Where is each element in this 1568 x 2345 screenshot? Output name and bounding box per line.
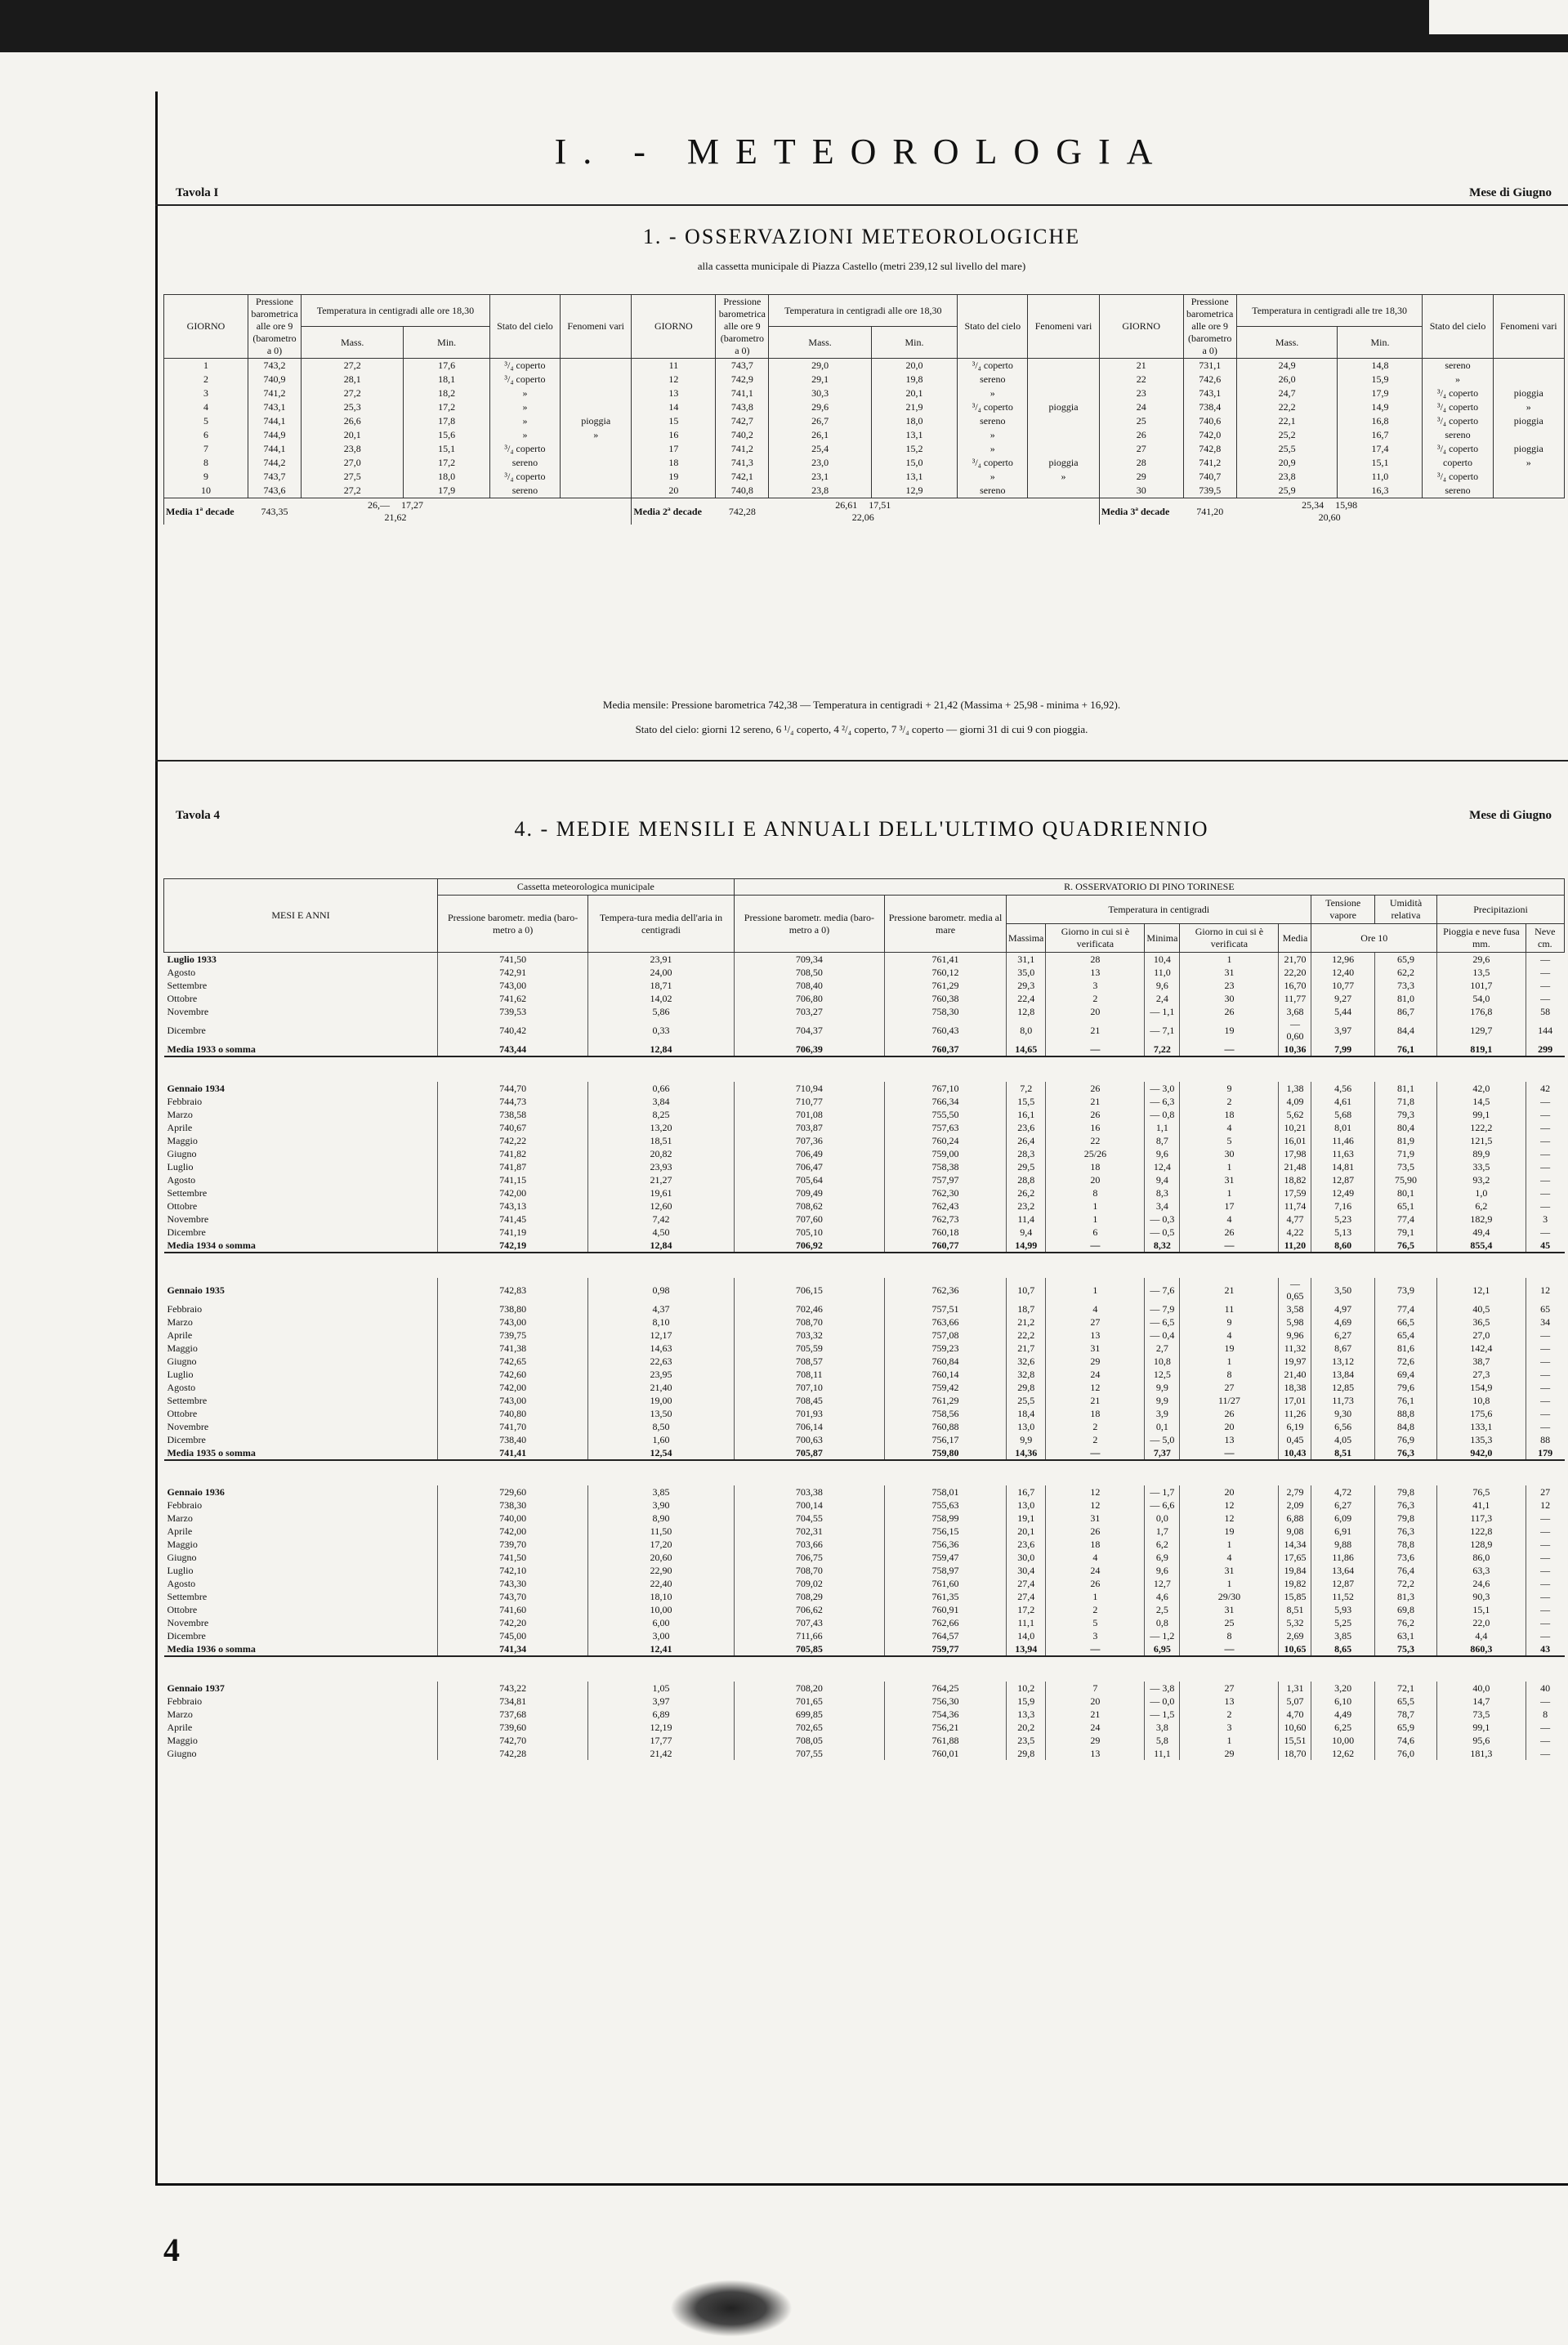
- table-row: Dicembre 738,40 1,60 700,63 756,17 9,9 2 — 5,0 13 0,45 4,05 76,9 135,3 88: [164, 1433, 1565, 1446]
- table-row: Dicembre 740,42 0,33 704,37 760,43 8,0 21 — 7,1 19 — 0,60 3,97 84,4 129,7 144: [164, 1018, 1565, 1043]
- table-row: Maggio 741,38 14,63 705,59 759,23 21,7 31 2,7 19 11,32 8,67 81,6 142,4 —: [164, 1342, 1565, 1355]
- table-row: Febbraio 744,73 3,84 710,77 766,34 15,5 21 — 6,3 2 4,09 4,61 71,8 14,5 —: [164, 1095, 1565, 1108]
- table-row: Febbraio 734,81 3,97 701,65 756,30 15,9 20 — 0,0 13 5,07 6,10 65,5 14,7 —: [164, 1695, 1565, 1708]
- monthly-averages-table: MESI E ANNI Cassetta meteorologica municipale R. OSSERVATORIO DI PINO TORINESE Pressione barometr. media (baro-metro a 0) Tempera-tura media dell'aria in centigradi Pressione barometr. media (baro-metro a 0) Pressione barometr. media al mare Temperatura in centigradi Tensione vapore Umidità relativa Precipitazioni Massima Giorno in cui si è verificata Minima Giorno in cui si è verificata Media Ore 10 Pioggia e neve fusa mm. Neve cm. Luglio 1933 741,50 23,91 709,34 761,41 31,1 28 10,4 1 21,70 12,96 65,9 29,6 — Agosto 742,91 24,00 708,50 760,12 35,0 13 11,0 31 22,20 12,40 62,2 13,5 — Settembre 743,00 18,71 708,40 761,29 29,3 3 9,6 23 16,70 10,77 73,3 101,7 — Ottobre 741,62 14,02 706,80 760,38 22,4 2 2,4 30 11,77 9,27 81,0 54,0 — Novembre 739,53 5,86 703,27 758,30 12,8 20 — 1,1 26 3,68 5,44 86,7 176,8 58 Dicembre 740,42 0,33 704,37 760,43 8,0 21 — 7,1 19 — 0,60 3,97 84,4 129,7 144 Media 1933 o somma 743,44 12,84 706,39 760,37 14,65 — 7,22 — 10,36 7,99 76,1 819,1 299 Gennaio 1934 744,70 0,66 710,94 767,10 7,2 26 — 3,0 9 1,38 4,56 81,1 42,0 42 Febbraio 744,73 3,84 710,77 766,34 15,5 21 — 6,3 2 4,09 4,61 71,8 14,5 — Marzo 738,58 8,25 701,08 755,50 16,1 26 — 0,8 18 5,62 5,68 79,3 99,1 — Aprile 740,67 13,20 703,87 757,63 23,6 16 1,1 4 10,21 8,01 80,4 122,2 — Maggio 742,22 18,51 707,36 760,24 26,4 22 8,7 5 16,01 11,46 81,9 121,5 — Giugno 741,82 20,82 706,49 759,00 28,3 25/26 9,6 30 17,98 11,63 71,9 89,9 — Luglio 741,87 23,93 706,47 758,38 29,5 18 12,4 1 21,48 14,81 73,5 33,5 — Agosto 741,15 21,27 705,64 757,97 28,8 20 9,4 31 18,82 12,87 75,90 93,2 — Settembre 742,00 19,61 709,49 762,30 26,2 8 8,3 1 17,59 12,49 80,1 1,0 — Ottobre 743,13 12,60 708,62 762,43 23,2 1 3,4 17 11,74 7,16 65,1 6,2 — Novembre 741,45 7,42 707,60 762,73 11,4 1 — 0,3 4 4,77 5,23 77,4 182,9 3 Dicembre 741,19 4,50 705,10 760,18 9,4 6 — 0,5 26 4,22 5,13 79,1 49,4 — Media 1934 o somma 742,19 12,84 706,92 760,77 14,99 — 8,32 — 11,20 8,60 76,5 855,4 45 Gennaio 1935 742,83 0,98 706,15 762,36 10,7 1 — 7,6 21 — 0,65 3,50 73,9 12,1 12 Febbraio 738,80 4,37 702,46 757,51 18,7 4 — 7,9 11 3,58 4,97 77,4 40,5 65 Marzo 743,00 8,10 708,70 763,66 21,2 27 — 6,5 9 5,98 4,69 66,5 36,5 34 Aprile 739,75 12,17 703,32 757,08 22,2 13 — 0,4 4 9,96 6,27 65,4 27,0 — Maggio 741,38 14,63 705,59 759,23 21,7 31 2,7 19 11,32 8,67 81,6 142,4 — Giugno 742,65 22,63 708,57 760,84 32,6 29 10,8 1 19,97 13,12 72,6 38,7 — Luglio 742,60 23,95 708,11 760,14 32,8 24 12,5 8 21,40 13,84 69,4 27,3 — Agosto 742,00 21,40 707,10 759,42 29,8 12 9,9 27 18,38 12,85 79,6 154,9 — Settembre 743,00 19,00 708,45 761,29 25,5 21 9,9 11/27 17,01 11,73 76,1 10,8 — Ottobre 740,80 13,50 701,93 758,56 18,4 18 3,9 26 11,26 9,30 88,8 175,6 — Novembre 741,70 8,50 706,14 760,88 13,0 2 0,1 20 6,19 6,56 84,8 133,1 — Dicembre 738,40 1,60 700,63 756,17 9,9 2 — 5,0 13 0,45 4,05 76,9 135,3 88 Media 1935 o somma 741,41 12,54 705,87 759,80 14,36 — 7,37 — 10,43 8,51 76,3 942,0 179 Gennaio 1936 729,60 3,85 703,38 758,01 16,7 12 — 1,7 20 2,79 4,72 79,8 76,5 27 Febbraio 738,30 3,90 700,14 755,63 13,0 12 — 6,6 12 2,09 6,27 76,3 41,1 12 Marzo 740,00 8,90 704,55 758,99 19,1 31 0,0 12 6,88 6,09 79,8 117,3 — Aprile 742,00 11,50 702,31 756,15 20,1 26 1,7 19 9,08 6,91 76,3 122,8 — Maggio 739,70 17,20 703,66 756,36 23,6 18 6,2 1 14,34 9,88 78,8 128,9 — Giugno 741,50 20,60 706,75 759,47 30,0 4 6,9 4 17,65 11,86 73,6 86,0 — Luglio 742,10 22,90 708,70 758,97 30,4 24 9,6 31 19,84 13,64 76,4 63,3 — Agosto 743,30 22,40 709,02 761,60 27,4 26 12,7 1 19,82 12,87 72,2 24,6 — Settembre 743,70 18,10 708,29 761,35 27,4 1 4,6 29/30 15,85 11,52 81,3 90,3 — Ottobre 741,60 10,00 706,62 760,91 17,2 2 2,5 31 8,51 5,93 69,8 15,1 — Novembre 742,20 6,00 707,43 762,66 11,1 5 0,8 25 5,32 5,25 76,2 22,0 — Dicembre 745,00 3,00 711,66 764,57 14,0 3 — 1,2 8 2,69 3,85 63,1 4,4 — Media 1936 o somma 741,34 12,41 705,85 759,77 13,94 — 6,95 — 10,65 8,65 75,3 860,3 43 Gennaio 1937 743,22 1,05 708,20 764,25 10,2 7 — 3,8 27 1,31 3,20 72,1 40,0 40 Febbraio 734,81 3,97 701,65 756,30 15,9 20 — 0,0 13 5,07 6,10 65,5 14,7 — Marzo 737,68 6,89 699,85 754,36 13,3 21 — 1,5 2 4,70 4,49 78,7 73,5 8 Aprile 739,60 12,19 702,65 756,21 20,2 24 3,8 3 10,60 6,25 65,9 99,1 — Maggio 742,70 17,77 708,05 761,88 23,5 29 5,8 1 15,51 10,00 74,6 95,6 — Giugno 742,28 21,42 707,55 760,01 29,8 13 11,1 29 18,70 12,62 76,0 181,3 —: [163, 878, 1565, 1760]
- table-row: Media 1935 o somma 741,41 12,54 705,87 759,80 14,36 — 7,37 — 10,43 8,51 76,3 942,0 179: [164, 1446, 1565, 1460]
- page-number: 4: [163, 2231, 180, 2268]
- table-row: Febbraio 738,30 3,90 700,14 755,63 13,0 12 — 6,6 12 2,09 6,27 76,3 41,1 12: [164, 1499, 1565, 1512]
- table-row: Aprile 739,60 12,19 702,65 756,21 20,2 24 3,8 3 10,60 6,25 65,9 99,1 —: [164, 1721, 1565, 1734]
- table-row: Novembre 739,53 5,86 703,27 758,30 12,8 20 — 1,1 26 3,68 5,44 86,7 176,8 58: [164, 1005, 1565, 1018]
- media-row: Media 1ª decade 743,35 26,— 17,27 21,62 Media 2ª decade 742,28 26,61 17,51 22,06 Media 3ª decade 741,20 25,34 15,98 20,60: [164, 498, 1565, 525]
- obs-row: 1 743,2 27,2 17,6 ³/₄ coperto 11 743,7 29,0 20,0 ³/₄ coperto 21 731,1 24,9 14,8 sereno: [164, 359, 1565, 373]
- table-row: Gennaio 1937 743,22 1,05 708,20 764,25 10,2 7 — 3,8 27 1,31 3,20 72,1 40,0 40: [164, 1682, 1565, 1695]
- table-row: Novembre 741,70 8,50 706,14 760,88 13,0 2 0,1 20 6,19 6,56 84,8 133,1 —: [164, 1420, 1565, 1433]
- scan-top-bar: [0, 0, 1568, 52]
- monthly-summary-2: Stato del cielo: giorni 12 sereno, 6 ¹/₄ coperto, 4 ²/₄ coperto, 7 ³/₄ coperto — giorni 31 di cui 9 con pioggia.: [635, 723, 1088, 735]
- table-row: Febbraio 738,80 4,37 702,46 757,51 18,7 4 — 7,9 11 3,58 4,97 77,4 40,5 65: [164, 1302, 1565, 1315]
- table-row: Gennaio 1934 744,70 0,66 710,94 767,10 7,2 26 — 3,0 9 1,38 4,56 81,1 42,0 42: [164, 1082, 1565, 1095]
- table-row: Agosto 741,15 21,27 705,64 757,97 28,8 20 9,4 31 18,82 12,87 75,90 93,2 —: [164, 1173, 1565, 1186]
- tavola-label: Tavola I: [176, 186, 219, 199]
- table-row: Aprile 742,00 11,50 702,31 756,15 20,1 26 1,7 19 9,08 6,91 76,3 122,8 —: [164, 1525, 1565, 1538]
- table-row: Marzo 738,58 8,25 701,08 755,50 16,1 26 — 0,8 18 5,62 5,68 79,3 99,1 —: [164, 1108, 1565, 1121]
- table-row: Media 1934 o somma 742,19 12,84 706,92 760,77 14,99 — 8,32 — 11,20 8,60 76,5 855,4 45: [164, 1239, 1565, 1253]
- table-row: Marzo 737,68 6,89 699,85 754,36 13,3 21 — 1,5 2 4,70 4,49 78,7 73,5 8: [164, 1708, 1565, 1721]
- section-note-1: alla cassetta municipale di Piazza Castello (metri 239,12 sul livello del mare): [697, 260, 1026, 272]
- observations-table: GIORNO Pressione barometrica alle ore 9 (barometro a 0) Temperatura in centigradi alle ore 18,30 Stato del cielo Fenomeni vari GIORNO Pressione barometrica alle ore 9 (barometro a 0) Temperatura in centigradi alle ore 18,30 Stato del cielo Fenomeni vari GIORNO Pressione barometrica alle ore 9 (barometro a 0) Temperatura in centigradi alle tre 18,30 Stato del cielo Fenomeni vari Mass. Min. Mass. Min. Mass. Min. 1 743,2 27,2 17,6 ³/₄ coperto 11 743,7 29,0 20,0 ³/₄ coperto 21 731,1 24,9 14,8 sereno 2 740,9 28,1 18,1 ³/₄ coperto 12 742,9 29,1 19,8 sereno 22 742,6 26,0 15,9 » 3 741,2 27,2 18,2 » 13 741,1 30,3 20,1 » 23 743,1 24,7 17,9 ³/₄ coperto pioggia 4 743,1 25,3 17,2 » 14 743,8 29,6 21,9 ³/₄ coperto pioggia 24 738,4 22,2 14,9 ³/₄ coperto » 5 744,1 26,6 17,8 » pioggia 15 742,7 26,7 18,0 sereno 25 740,6 22,1 16,8 ³/₄ coperto pioggia 6 744,9 20,1 15,6 » » 16 740,2 26,1 13,1 » 26 742,0 25,2 16,7 sereno 7 744,1 23,8 15,1 ³/₄ coperto 17 741,2 25,4 15,2 » 27 742,8 25,5 17,4 ³/₄ coperto pioggia 8 744,2 27,0 17,2 sereno 18 741,3 23,0 15,0 ³/₄ coperto pioggia 28 741,2 20,9 15,1 coperto » 9 743,7 27,5 18,0 ³/₄ coperto 19 742,1 23,1 13,1 » » 29 740,7 23,8 11,0 ³/₄ coperto 10 743,6 27,2 17,9 sereno 20 740,8 23,8 12,9 sereno 30 739,5 25,9 16,3 sereno Media 1ª decade 743,35 26,— 17,27 21,62 Media 2ª decade 742,28 26,61 17,51 22,06 Media 3ª decade 741,20 25,34 15,98 20,60: [163, 294, 1565, 525]
- table-row: Luglio 742,60 23,95 708,11 760,14 32,8 24 12,5 8 21,40 13,84 69,4 27,3 —: [164, 1368, 1565, 1381]
- obs-row: 9 743,7 27,5 18,0 ³/₄ coperto 19 742,1 23,1 13,1 » » 29 740,7 23,8 11,0 ³/₄ coperto: [164, 470, 1565, 484]
- table-row: Luglio 741,87 23,93 706,47 758,38 29,5 18 12,4 1 21,48 14,81 73,5 33,5 —: [164, 1160, 1565, 1173]
- table-row: Settembre 742,00 19,61 709,49 762,30 26,2 8 8,3 1 17,59 12,49 80,1 1,0 —: [164, 1186, 1565, 1199]
- table-row: Ottobre 741,60 10,00 706,62 760,91 17,2 2 2,5 31 8,51 5,93 69,8 15,1 —: [164, 1603, 1565, 1616]
- table-row: Gennaio 1935 742,83 0,98 706,15 762,36 10,7 1 — 7,6 21 — 0,65 3,50 73,9 12,1 12: [164, 1278, 1565, 1302]
- obs-row: 6 744,9 20,1 15,6 » » 16 740,2 26,1 13,1 » 26 742,0 25,2 16,7 sereno: [164, 428, 1565, 442]
- table-row: Marzo 740,00 8,90 704,55 758,99 19,1 31 0,0 12 6,88 6,09 79,8 117,3 —: [164, 1512, 1565, 1525]
- month4-label: Mese di Giugno: [1469, 809, 1552, 822]
- obs-row: 3 741,2 27,2 18,2 » 13 741,1 30,3 20,1 » 23 743,1 24,7 17,9 ³/₄ coperto pioggia: [164, 386, 1565, 400]
- table-row: Maggio 742,70 17,77 708,05 761,88 23,5 29 5,8 1 15,51 10,00 74,6 95,6 —: [164, 1734, 1565, 1747]
- page-title: I. - METEOROLOGIA: [554, 132, 1169, 172]
- section-title-4: 4. - MEDIE MENSILI E ANNUALI DELL'ULTIMO QUADRIENNIO: [514, 817, 1209, 841]
- table-row: Ottobre 740,80 13,50 701,93 758,56 18,4 18 3,9 26 11,26 9,30 88,8 175,6 —: [164, 1407, 1565, 1420]
- table-row: Dicembre 741,19 4,50 705,10 760,18 9,4 6 — 0,5 26 4,22 5,13 79,1 49,4 —: [164, 1226, 1565, 1239]
- table-row: Luglio 1933 741,50 23,91 709,34 761,41 31,1 28 10,4 1 21,70 12,96 65,9 29,6 —: [164, 953, 1565, 967]
- table-row: Ottobre 743,13 12,60 708,62 762,43 23,2 1 3,4 17 11,74 7,16 65,1 6,2 —: [164, 1199, 1565, 1213]
- table-row: Novembre 741,45 7,42 707,60 762,73 11,4 1 — 0,3 4 4,77 5,23 77,4 182,9 3: [164, 1213, 1565, 1226]
- table-row: Ottobre 741,62 14,02 706,80 760,38 22,4 2 2,4 30 11,77 9,27 81,0 54,0 —: [164, 992, 1565, 1005]
- table-row: Marzo 743,00 8,10 708,70 763,66 21,2 27 — 6,5 9 5,98 4,69 66,5 36,5 34: [164, 1315, 1565, 1329]
- month-label: Mese di Giugno: [1469, 186, 1552, 199]
- table-row: Giugno 741,82 20,82 706,49 759,00 28,3 25/26 9,6 30 17,98 11,63 71,9 89,9 —: [164, 1147, 1565, 1160]
- table-row: Maggio 742,22 18,51 707,36 760,24 26,4 22 8,7 5 16,01 11,46 81,9 121,5 —: [164, 1134, 1565, 1147]
- monthly-summary-1: Media mensile: Pressione barometrica 742,38 — Temperatura in centigradi + 21,42 (Massima + 25,98 - minima + 16,92).: [602, 699, 1121, 711]
- section-title-1: 1. - OSSERVAZIONI METEOROLOGICHE: [642, 225, 1081, 248]
- table-row: Dicembre 745,00 3,00 711,66 764,57 14,0 3 — 1,2 8 2,69 3,85 63,1 4,4 —: [164, 1629, 1565, 1642]
- table-row: Luglio 742,10 22,90 708,70 758,97 30,4 24 9,6 31 19,84 13,64 76,4 63,3 —: [164, 1564, 1565, 1577]
- table-row: Settembre 743,00 18,71 708,40 761,29 29,3 3 9,6 23 16,70 10,77 73,3 101,7 —: [164, 979, 1565, 992]
- table-row: Novembre 742,20 6,00 707,43 762,66 11,1 5 0,8 25 5,32 5,25 76,2 22,0 —: [164, 1616, 1565, 1629]
- obs-row: 5 744,1 26,6 17,8 » pioggia 15 742,7 26,7 18,0 sereno 25 740,6 22,1 16,8 ³/₄ coperto pioggia: [164, 414, 1565, 428]
- table-row: Settembre 743,00 19,00 708,45 761,29 25,5 21 9,9 11/27 17,01 11,73 76,1 10,8 —: [164, 1394, 1565, 1407]
- table-row: Media 1936 o somma 741,34 12,41 705,85 759,77 13,94 — 6,95 — 10,65 8,65 75,3 860,3 43: [164, 1642, 1565, 1656]
- table-row: Settembre 743,70 18,10 708,29 761,35 27,4 1 4,6 29/30 15,85 11,52 81,3 90,3 —: [164, 1590, 1565, 1603]
- table-row: Gennaio 1936 729,60 3,85 703,38 758,01 16,7 12 — 1,7 20 2,79 4,72 79,8 76,5 27: [164, 1485, 1565, 1499]
- obs-row: 10 743,6 27,2 17,9 sereno 20 740,8 23,8 12,9 sereno 30 739,5 25,9 16,3 sereno: [164, 484, 1565, 498]
- obs-row: 8 744,2 27,0 17,2 sereno 18 741,3 23,0 15,0 ³/₄ coperto pioggia 28 741,2 20,9 15,1 coperto »: [164, 456, 1565, 470]
- tavola4-label: Tavola 4: [176, 809, 221, 822]
- table-row: Giugno 741,50 20,60 706,75 759,47 30,0 4 6,9 4 17,65 11,86 73,6 86,0 —: [164, 1551, 1565, 1564]
- obs-row: 4 743,1 25,3 17,2 » 14 743,8 29,6 21,9 ³/₄ coperto pioggia 24 738,4 22,2 14,9 ³/₄ coperto »: [164, 400, 1565, 414]
- obs-row: 2 740,9 28,1 18,1 ³/₄ coperto 12 742,9 29,1 19,8 sereno 22 742,6 26,0 15,9 »: [164, 373, 1565, 386]
- obs-row: 7 744,1 23,8 15,1 ³/₄ coperto 17 741,2 25,4 15,2 » 27 742,8 25,5 17,4 ³/₄ coperto pioggia: [164, 442, 1565, 456]
- table-row: Agosto 743,30 22,40 709,02 761,60 27,4 26 12,7 1 19,82 12,87 72,2 24,6 —: [164, 1577, 1565, 1590]
- table-row: Agosto 742,00 21,40 707,10 759,42 29,8 12 9,9 27 18,38 12,85 79,6 154,9 —: [164, 1381, 1565, 1394]
- table-row: Maggio 739,70 17,20 703,66 756,36 23,6 18 6,2 1 14,34 9,88 78,8 128,9 —: [164, 1538, 1565, 1551]
- table-row: Agosto 742,91 24,00 708,50 760,12 35,0 13 11,0 31 22,20 12,40 62,2 13,5 —: [164, 966, 1565, 979]
- table-row: Aprile 740,67 13,20 703,87 757,63 23,6 16 1,1 4 10,21 8,01 80,4 122,2 —: [164, 1121, 1565, 1134]
- table-row: Giugno 742,65 22,63 708,57 760,84 32,6 29 10,8 1 19,97 13,12 72,6 38,7 —: [164, 1355, 1565, 1368]
- scan-smudge: [670, 2280, 793, 2337]
- table-row: Aprile 739,75 12,17 703,32 757,08 22,2 13 — 0,4 4 9,96 6,27 65,4 27,0 —: [164, 1329, 1565, 1342]
- table-row: Giugno 742,28 21,42 707,55 760,01 29,8 13 11,1 29 18,70 12,62 76,0 181,3 —: [164, 1747, 1565, 1760]
- table-row: Media 1933 o somma 743,44 12,84 706,39 760,37 14,65 — 7,22 — 10,36 7,99 76,1 819,1 299: [164, 1043, 1565, 1056]
